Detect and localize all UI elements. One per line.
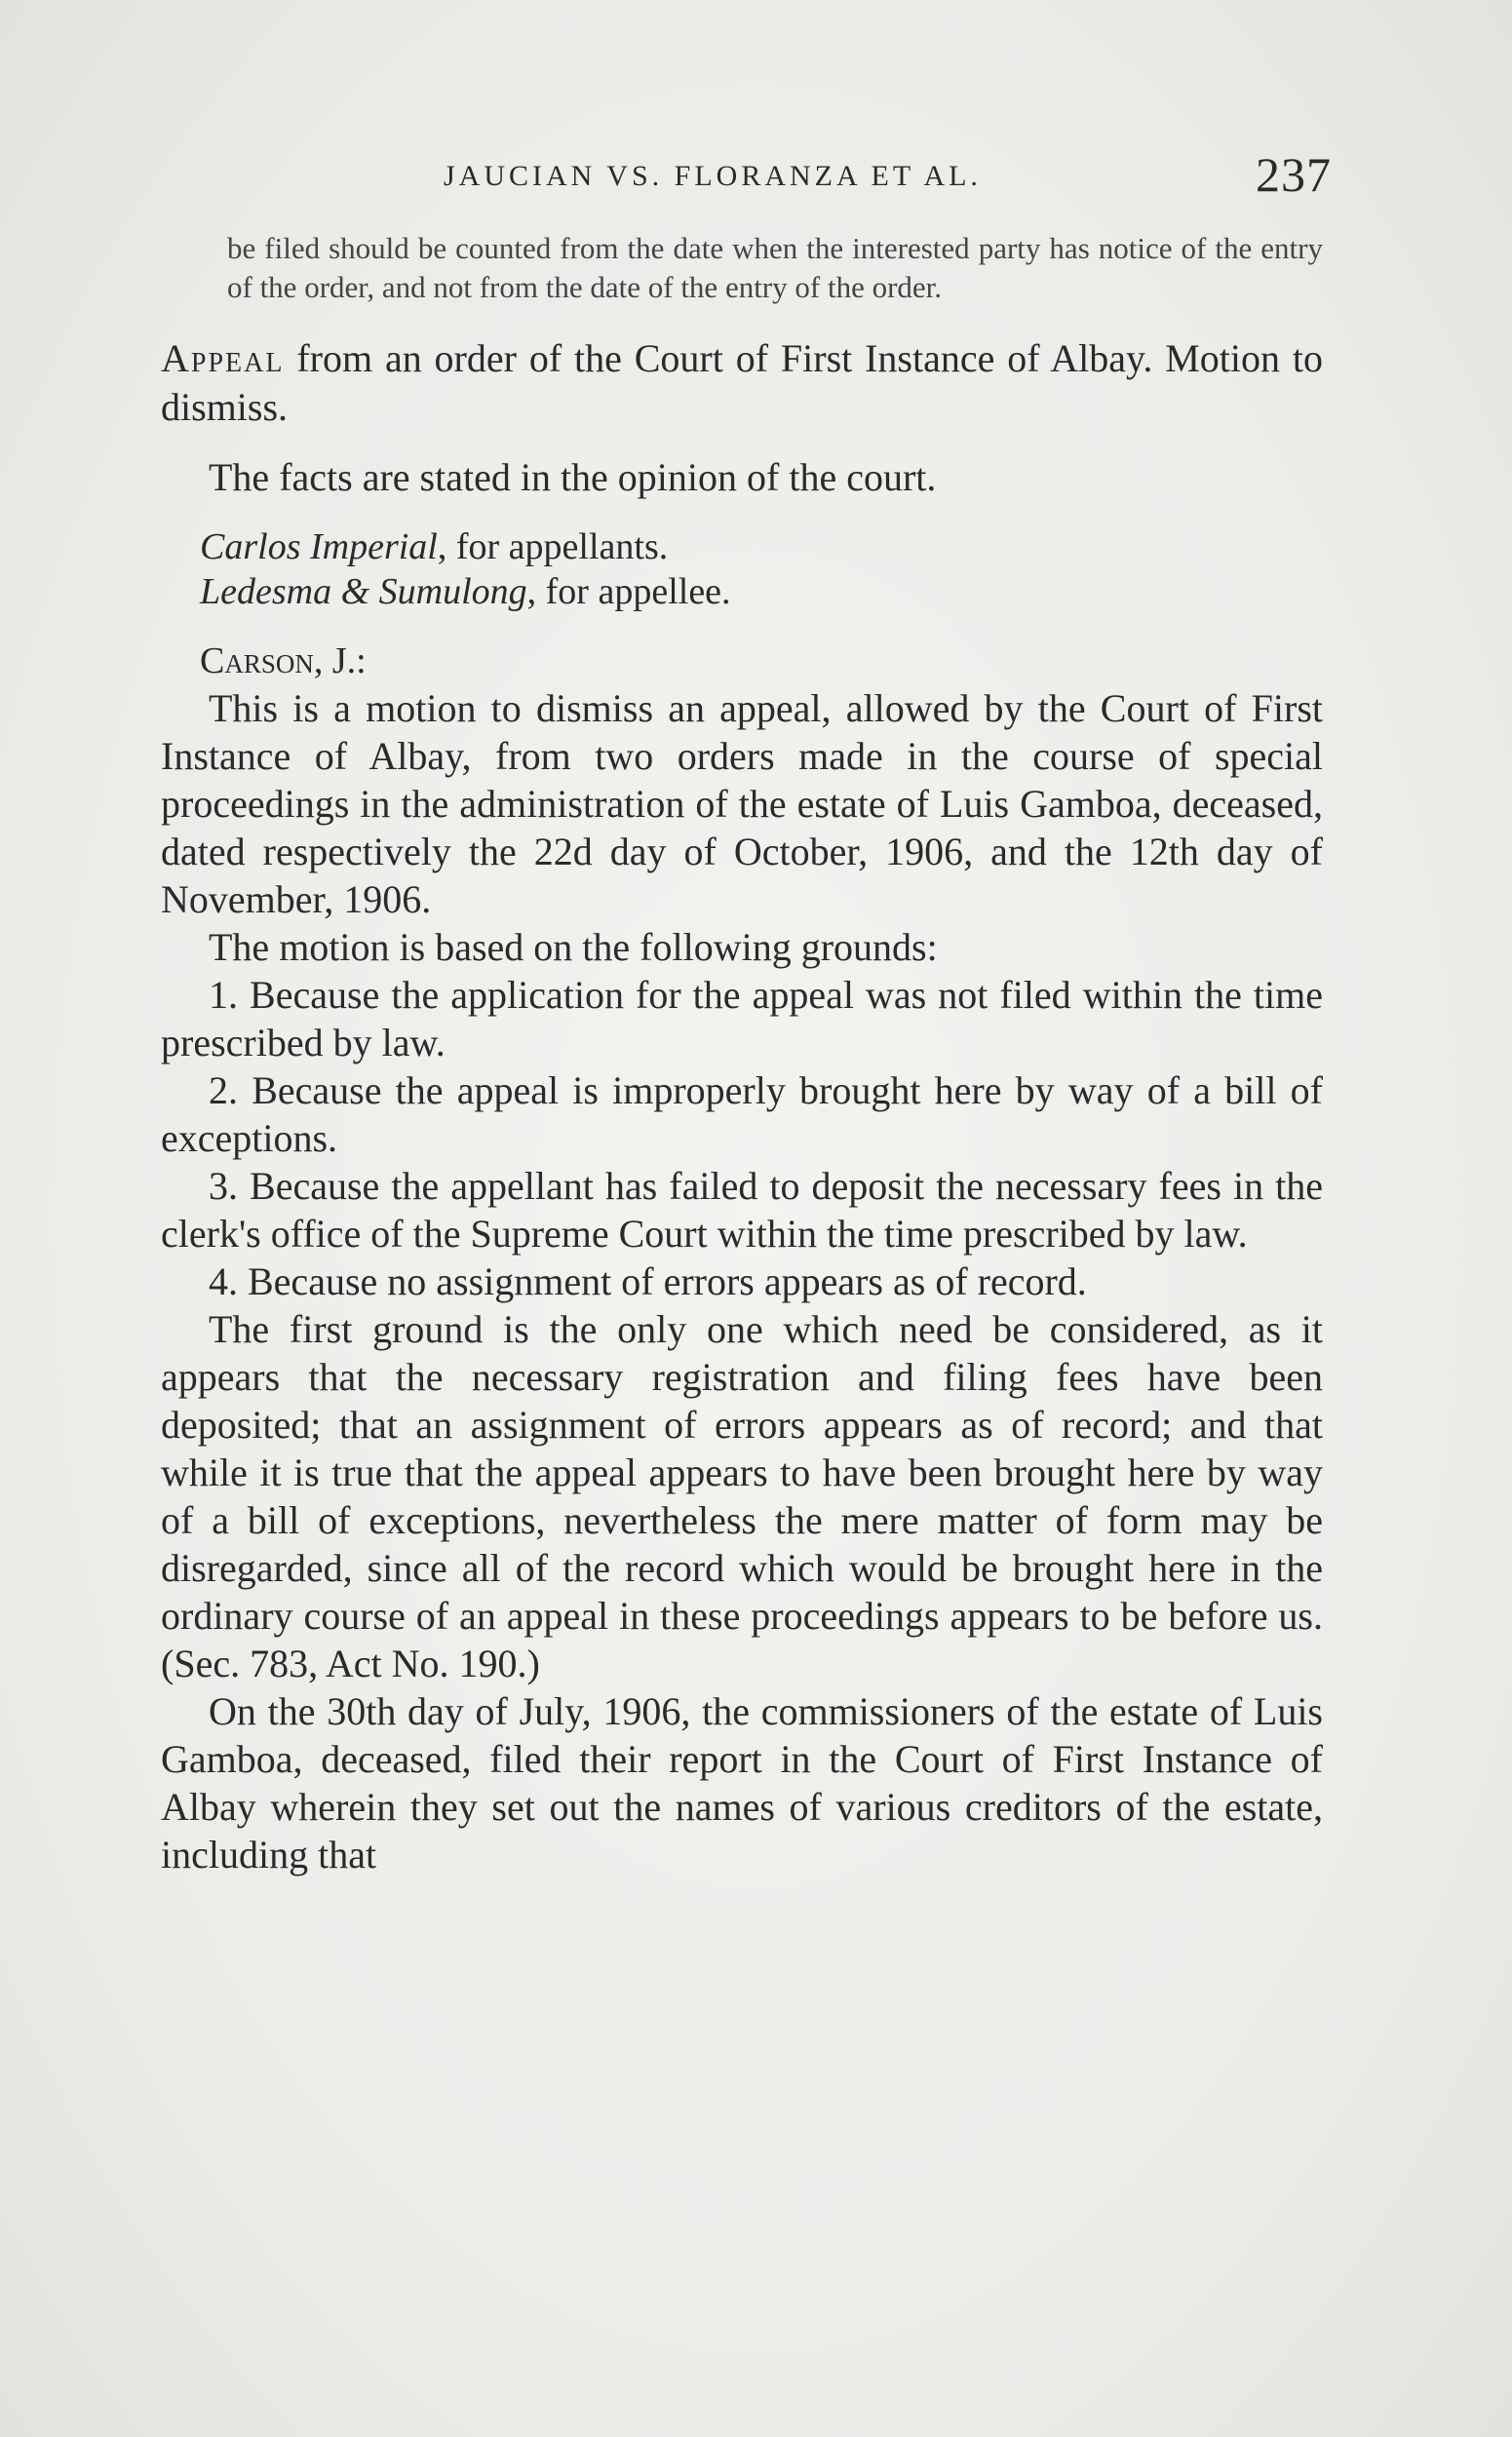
paragraph: The first ground is the only one which need be considered, as it appears that the necessary registration and filing fees have been deposited; that an assignment of errors appears as of record; and that while it is true that the appeal appears to have been brought here by way of a bill of exceptions, nevertheless the mere matter of form may be disregarded, since all of the record which would be brought here in the ordinary course of an appeal in these proceedings appears to be before us. (Sec. 783, Act No. 190.) [161,1307,1323,1685]
page-header [0,146,1512,205]
appeal-line [161,334,1323,432]
opinion-author: Carson, J.: [200,640,367,681]
headnote: be filed should be counted from the date when the interested party has notice of the entry of the order, and not from the date of the entry of the order. [227,231,1323,304]
counsel-appellants [161,524,1323,569]
ground-item: 3. Because the appellant has failed to deposit the necessary fees in the clerk's office of the Supreme Court within the time prescribed by law. [161,1164,1323,1256]
counsel-appellee [161,569,1323,614]
counsel-name: Ledesma & Sumulong [200,571,527,612]
counsel-name: Carlos Imperial [200,526,438,567]
ground-item: 4. Because no assignment of errors appears as of record. [209,1259,1087,1303]
counsel-role: , for appellants. [437,526,669,567]
counsel-role: , for appellee. [526,571,731,612]
page-number: 237 [1256,147,1332,202]
ground-item: 1. Because the application for the appeal was not filed within the time prescribed by law. [161,973,1323,1064]
paragraph: This is a motion to dismiss an appeal, allowed by the Court of First Instance of Albay, from two orders made in the course of special proceedings in the administration of the estate of Luis Gamboa, deceased, dated respectively the 22d day of October, 1906, and the 12th day of November, 1906. [161,686,1323,921]
appeal-rest: from an order of the Court of First Instance of Albay. Motion to dismiss. [161,336,1323,429]
paragraph: On the 30th day of July, 1906, the commissioners of the estate of Luis Gamboa, deceased, filed their report in the Court of First Instance of Albay wherein they set out the names of various creditors of the estate, including that [161,1689,1323,1876]
ground-item: 2. Because the appeal is improperly brought here by way of a bill of exceptions. [161,1068,1323,1160]
facts-line: The facts are stated in the opinion of the court. [209,455,937,499]
appeal-lead: Appeal [161,336,285,380]
body-text [161,229,1323,1878]
paragraph: The motion is based on the following grounds: [209,925,938,969]
running-title: JAUCIAN VS. FLORANZA ET AL. [444,160,982,192]
